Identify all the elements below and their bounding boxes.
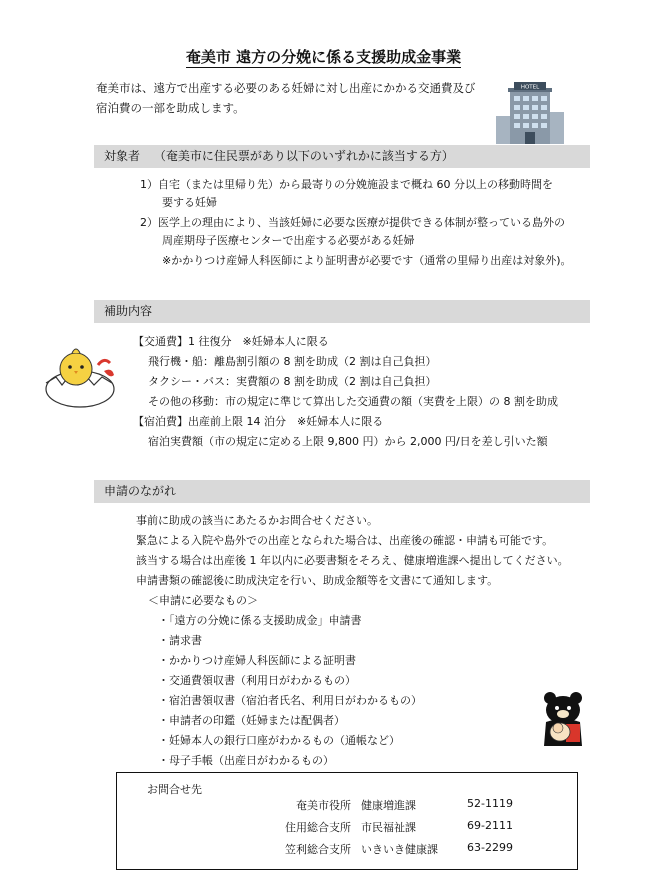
intro-text — [96, 78, 486, 118]
required-item: ・交通費領収書（利用日がわかるもの） — [158, 674, 356, 687]
intro-line: 奄美市は、遠方で出産する必要のある妊婦に対し出産にかかる交通費及び — [96, 81, 476, 95]
bear-holding-baby-icon — [538, 690, 588, 750]
required-item: ・妊婦本人の銀行口座がわかるもの（通帳など） — [158, 734, 400, 747]
contact-heading: お問合せ先 — [147, 783, 202, 796]
assistance-line: 宿泊実費額（市の規定に定める上限 9,800 円）から 2,000 円/日を差し引いた額 — [148, 435, 548, 448]
section-header-flow — [94, 480, 590, 503]
flow-line: 申請書類の確認後に助成決定を行い、助成金額等を文書にて通知します。 — [136, 574, 499, 587]
assistance-line: 飛行機・船：離島割引額の 8 割を助成（2 割は自己負担） — [148, 355, 437, 368]
contact-office: 笠利総合支所 — [285, 843, 351, 856]
required-heading: ＜申請に必要なもの＞ — [148, 594, 258, 607]
intro-line: 宿泊費の一部を助成します。 — [96, 101, 245, 115]
contact-office: 奄美市役所 — [296, 799, 351, 812]
page-title: 奄美市 遠方の分娩に係る支援助成金事業 — [185, 48, 462, 66]
contact-department: 健康増進課 — [361, 799, 416, 812]
section-heading: 対象者 — [104, 149, 141, 163]
hotel-icon — [492, 82, 568, 144]
required-item: ・かかりつけ産婦人科医師による証明書 — [158, 654, 356, 667]
required-item: ・母子手帳（出産日がわかるもの） — [158, 754, 334, 767]
contact-department: いきいき健康課 — [361, 843, 438, 856]
assistance-line: タクシー・バス：実費額の 8 割を助成（2 割は自己負担） — [148, 375, 437, 388]
section-header-eligibility — [94, 145, 590, 168]
contact-phone: 69-2111 — [467, 819, 513, 832]
eligibility-note: ※かかりつけ産婦人科医師により証明書が必要です（通常の里帰り出産は対象外)。 — [162, 254, 572, 267]
section-note: （奄美市に住民票があり以下のいずれかに該当する方） — [153, 149, 454, 163]
contact-box — [116, 772, 578, 870]
contact-department: 市民福祉課 — [361, 821, 416, 834]
contact-phone: 63-2299 — [467, 841, 513, 854]
eligibility-item: 1）自宅（または里帰り先）から最寄りの分娩施設まで概ね 60 分以上の移動時間を — [140, 178, 553, 191]
eligibility-item: 要する妊婦 — [162, 196, 217, 209]
lodging-heading: 【宿泊費】出産前上限 14 泊分 ※妊婦本人に限る — [133, 415, 384, 428]
hotel-sign: HOTEL — [520, 84, 540, 91]
required-item: ・申請者の印鑑（妊婦または配偶者） — [158, 714, 345, 727]
eligibility-item: 周産期母子医療センターで出産する必要がある妊婦 — [162, 234, 415, 247]
flow-line: 事前に助成の該当にあたるかお問合せください。 — [136, 514, 378, 527]
assistance-line: その他の移動：市の規定に準じて算出した交通費の額（実費を上限）の 8 割を助成 — [148, 395, 558, 408]
flow-line: 緊急による入院や島外での出産となられた場合は、出産後の確認・申請も可能です。 — [136, 534, 554, 547]
section-header-assistance — [94, 300, 590, 323]
required-item: ・宿泊書領収書（宿泊者氏名、利用日がわかるもの） — [158, 694, 422, 707]
eligibility-item: 2）医学上の理由により、当該妊婦に必要な医療が提供できる体制が整っている島外の — [140, 216, 565, 229]
required-item: ・請求書 — [158, 634, 202, 647]
contact-phone: 52-1119 — [467, 797, 513, 810]
contact-office: 住用総合支所 — [285, 821, 351, 834]
chick-in-egg-icon — [32, 343, 122, 411]
flow-line: 該当する場合は出産後 1 年以内に必要書類をそろえ、健康増進課へ提出してください。 — [136, 554, 569, 567]
section-heading: 申請のながれ — [104, 484, 177, 498]
required-item: ・「遠方の分娩に係る支援助成金」申請書 — [158, 614, 362, 627]
section-heading: 補助内容 — [104, 304, 153, 318]
transport-heading: 【交通費】1 往復分 ※妊婦本人に限る — [133, 335, 329, 348]
